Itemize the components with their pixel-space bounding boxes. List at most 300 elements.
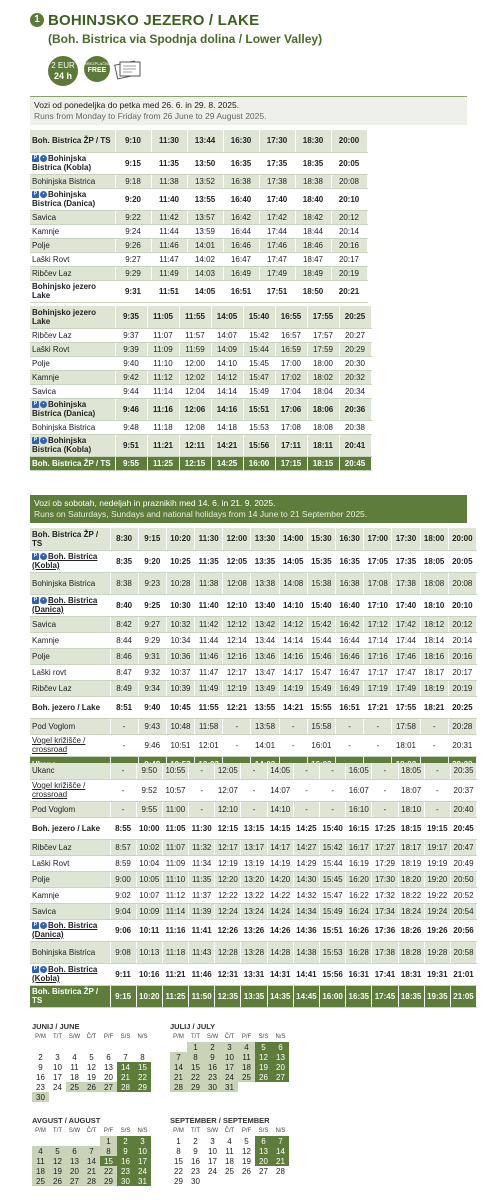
departure-time: 20:41 [339,434,371,456]
calendar-day: 7 [123,1052,128,1062]
stop-name [30,550,110,572]
calendar-day: 6 [272,1042,289,1052]
departure-time: 21:01 [450,963,476,985]
calendar-day: 18 [32,1166,49,1176]
table-row [30,328,371,342]
departure-time: 11:50 [189,985,215,1007]
calendar-day: 8 [140,1052,145,1062]
departure-time: 16:35 [346,985,372,1007]
departure-time: 11:30 [151,130,187,152]
departure-time: 11:00 [162,801,188,817]
departure-time: 18:44 [295,224,331,238]
stop-label: Savica [32,212,57,222]
stop-name [30,384,115,398]
stop-name [30,152,115,174]
departure-time: 14:29 [293,855,319,871]
calendar-day: 2 [193,1136,198,1146]
calendar-week-row [32,1092,151,1102]
departure-time: 13:55 [251,696,279,718]
departure-time: 20:25 [339,306,371,328]
departure-time: 16:17 [346,839,372,855]
bus-icon: ▪ [40,155,47,162]
calendar-day: 19 [255,1062,272,1072]
departure-time: 17:40 [392,594,420,616]
stop-label: Boh. Bistrica ŽP / TS [32,458,111,468]
calendar-day: 10 [221,1052,238,1062]
departure-time: 14:19 [267,855,293,871]
departure-time: 11:25 [162,985,188,1007]
parking-icon: P [33,401,38,408]
departure-time: 12:22 [215,887,241,903]
departure-time: 20:14 [448,632,476,648]
departure-time: 12:08 [179,420,211,434]
calendar-day: 20 [66,1166,83,1176]
departure-time: 17:14 [364,632,392,648]
table-row [30,280,367,302]
calendar-day-header: S/S [120,1128,131,1134]
departure-time: 11:16 [162,919,188,941]
stop-name [30,188,115,210]
calendar-day: 23 [36,1082,45,1092]
departure-time: 20:29 [339,342,371,356]
departure-time: 20:58 [450,941,476,963]
departure-time: 13:47 [251,664,279,680]
departure-time: 12:05 [215,763,241,779]
departure-time: 20:00 [448,528,476,550]
stop-label: Boh. Bistrica ŽP / TS [32,987,99,1005]
calendar-day [221,1176,238,1186]
departure-time: 11:49 [195,680,223,696]
calendar-day: 26 [83,1082,100,1092]
departure-time: 10:07 [136,887,162,903]
departure-time: 15:56 [243,434,275,456]
calendar-day: 24 [134,1166,151,1176]
calendar-day: 3 [221,1042,238,1052]
table-row [30,306,371,328]
departure-time: 16:59 [275,342,307,356]
departure-time: 18:16 [420,648,448,664]
table-row [30,456,371,470]
stop-name [30,985,110,1007]
stop-label: Bohinjska Bistrica [32,176,96,186]
departure-time: 10:34 [166,632,194,648]
departure-time: 15:56 [320,963,346,985]
departure-time: 11:42 [151,210,187,224]
calendar-day: 5 [49,1146,66,1156]
calendar-day: 21 [117,1072,134,1082]
departure-time: 11:57 [179,328,211,342]
calendar-week-row [32,1176,151,1186]
calendar-day: 19 [87,1072,96,1082]
stop-name [30,252,115,266]
table-row [30,963,477,985]
departure-time: 9:15 [110,985,136,1007]
departure-time: - [241,801,267,817]
departure-time: 8:42 [110,616,138,632]
parking-icon: P [33,597,38,604]
departure-time: 16:20 [346,871,372,887]
departure-time: 9:25 [138,594,166,616]
departure-time: 20:19 [448,680,476,696]
departure-time: 16:35 [223,152,259,174]
departure-time: 17:55 [392,696,420,718]
calendar-day: 21 [170,1072,187,1082]
departure-time: 11:42 [195,616,223,632]
departure-time: 8:30 [110,528,138,550]
calendar-day [117,1042,134,1052]
calendar-header-row [170,1126,289,1136]
departure-time: 11:21 [147,434,179,456]
departure-time: 20:19 [331,266,367,280]
calendar-day: 1 [100,1136,117,1146]
departure-time: 20:17 [448,664,476,680]
calendar-day-header: Č/T [86,1034,97,1040]
calendar-day: 28 [83,1176,100,1186]
calendar-day: 1 [176,1136,181,1146]
table-row [30,616,476,632]
calendar-grid [170,1126,289,1186]
stop-name [30,528,110,550]
departure-time: - [241,763,267,779]
calendar-day: 13 [104,1062,113,1072]
departure-time: 17:44 [392,632,420,648]
calendar-day: 30 [117,1176,134,1186]
departure-time: - [424,779,450,801]
departure-time: 14:16 [211,398,243,420]
departure-time: 17:42 [259,210,295,224]
departure-time: 9:55 [115,456,147,470]
departure-time: 20:14 [331,224,367,238]
departure-time: 20:45 [450,817,476,839]
calendar-day: 5 [244,1136,249,1146]
departure-time: 20:27 [339,328,371,342]
departure-time: 9:46 [138,734,166,756]
departure-time: 14:08 [279,572,307,594]
departure-time: 11:43 [189,941,215,963]
departure-time: 17:16 [364,648,392,664]
table-row [30,871,477,887]
departure-time: 20:34 [339,384,371,398]
stop-label: Ribčev Laz [32,842,72,852]
departure-time: 16:15 [346,817,372,839]
table-row [30,680,476,696]
table-row [30,384,371,398]
calendar-day: 6 [106,1052,111,1062]
calendar-day: 11 [70,1062,79,1072]
calendar-day: 17 [53,1072,62,1082]
departure-time: 18:19 [398,855,424,871]
departure-time: 20:16 [448,648,476,664]
departure-time: 20:21 [331,280,367,302]
departure-time: 18:10 [420,594,448,616]
calendar-day: 23 [204,1072,221,1082]
stop-label: Laški Rovt [32,344,70,354]
departure-time: 13:50 [187,152,223,174]
departure-time: - [424,801,450,817]
departure-time: 9:52 [136,779,162,801]
departure-time: 11:09 [162,855,188,871]
bus-icon: ▪ [40,966,47,973]
calendar-day: 19 [49,1166,66,1176]
calendar-day-header: N/S [137,1034,148,1040]
departure-time: 14:15 [267,817,293,839]
departure-time: 19:26 [424,919,450,941]
stop-name [30,456,115,470]
departure-time: 15:47 [320,887,346,903]
departure-time: 16:24 [346,903,372,919]
calendar-day: 13 [255,1146,272,1156]
departure-time: 9:24 [115,224,151,238]
departure-time: - [110,718,138,734]
calendar-day-header: Č/T [224,1128,235,1134]
table-row [30,210,367,224]
departure-time: 18:00 [307,356,339,370]
table-row [30,356,371,370]
calendar-day [170,1042,187,1052]
stop-label: Bohinjska Bistrica (Danica) [32,190,96,208]
departure-time: 20:52 [450,887,476,903]
departure-time: 14:01 [251,734,279,756]
departure-time: 16:46 [336,648,364,664]
stop-label: Boh. Bistrica (Kobla) [32,965,98,983]
departure-time: 14:25 [211,456,243,470]
stop-label: Ukanc [32,766,55,776]
calendar-day: 20 [255,1156,272,1166]
bus-icon: ▪ [40,437,47,444]
calendar-day: 18 [238,1062,255,1072]
departure-time: 9:35 [115,306,147,328]
departure-time: 18:08 [307,420,339,434]
departure-time: 14:17 [279,664,307,680]
departure-time: 16:51 [223,280,259,302]
departure-time: 13:30 [251,528,279,550]
stop-name [30,871,110,887]
calendar-day [49,1092,66,1102]
departure-time: 17:06 [275,398,307,420]
departure-time: - [372,801,398,817]
departure-time: - [420,718,448,734]
departure-time: 16:42 [223,210,259,224]
bus-icon: ▪ [40,597,47,604]
departure-time: - [279,734,307,756]
departure-time: 11:38 [195,572,223,594]
stop-name [30,434,115,456]
calendar-day: 10 [208,1146,217,1156]
departure-time: 18:06 [307,398,339,420]
departure-time: 11:21 [162,963,188,985]
departure-time: 14:12 [279,616,307,632]
departure-time: 11:44 [195,632,223,648]
calendar-day-header: P/F [103,1034,114,1040]
departure-time: 15:45 [320,871,346,887]
departure-time: 13:15 [241,817,267,839]
departure-time: 10:36 [166,648,194,664]
departure-time: 9:27 [115,252,151,266]
departure-time: 16:55 [275,306,307,328]
stop-label: Savica [32,386,57,396]
calendar-day: 12 [49,1156,66,1166]
calendar-day [255,1176,272,1186]
departure-time: 18:05 [398,763,424,779]
departure-time: 10:45 [166,696,194,718]
departure-time: 11:16 [147,398,179,420]
departure-time: 9:34 [138,680,166,696]
calendar-day: 11 [238,1052,255,1062]
calendar-title: JULIJ / JULY [170,1022,216,1031]
calendar-day: 27 [66,1176,83,1186]
stop-label: Bohinjska Bistrica (Kobla) [32,436,92,454]
weekday-note [30,96,467,125]
stop-label: Boh. Bistrica (Danica) [32,596,98,614]
departure-time: 8:59 [110,855,136,871]
departure-time: 12:08 [223,572,251,594]
departure-time: 16:57 [275,328,307,342]
calendar-day: 31 [134,1176,151,1186]
departure-time: - [320,801,346,817]
departure-time: 10:57 [162,779,188,801]
departure-time: 12:20 [215,871,241,887]
departure-time: 13:26 [241,919,267,941]
departure-time: - [320,779,346,801]
weekday-note-sl: Vozi od ponedeljka do petka med 26. 6. in 29. 8. 2025. [34,100,240,110]
calendar-day: 19 [242,1156,251,1166]
departure-time: 18:38 [295,174,331,188]
stop-label: Polje [32,358,50,368]
departure-time: 12:15 [215,817,241,839]
calendar-day-header: S/W [68,1034,81,1040]
table-row [30,985,477,1007]
stop-label: Boh. jezero / Lake [32,823,101,833]
calendar-week-row [170,1082,289,1092]
calendar-day-header: P/F [103,1128,114,1134]
calendar-day: 29 [134,1082,151,1092]
departure-time: 10:48 [166,718,194,734]
calendar-day: 26 [242,1166,251,1176]
calendar-day: 27 [100,1082,117,1092]
departure-time: 16:31 [346,963,372,985]
calendar-day: 29 [174,1176,183,1186]
departure-time: 9:32 [138,664,166,680]
departure-time: 16:40 [223,188,259,210]
calendar-day: 5 [255,1042,272,1052]
departure-time: 13:44 [251,632,279,648]
departure-time: 11:07 [147,328,179,342]
departure-time: 8:55 [110,817,136,839]
calendar-day: 28 [170,1082,187,1092]
departure-time: 16:30 [223,130,259,152]
calendar-week-row [170,1176,289,1186]
calendar-day-header: P/F [241,1128,252,1134]
departure-time: 12:16 [223,648,251,664]
calendar-july [170,1022,289,1092]
stop-name [30,328,115,342]
calendar-day-header: S/S [258,1128,269,1134]
departure-time: 11:05 [147,306,179,328]
weekend-inbound-table [30,763,477,1008]
table-row [30,763,477,779]
departure-time: 17:05 [364,550,392,572]
departure-time: 11:18 [162,941,188,963]
departure-time: 18:08 [420,572,448,594]
calendar-day: 16 [204,1062,221,1072]
departure-time: 11:51 [151,280,187,302]
departure-time: 17:34 [372,903,398,919]
calendar-day [134,1092,151,1102]
calendar-day [49,1042,66,1052]
stop-label: Bohinjsko jezero Lake [32,282,97,300]
departure-time: 17:27 [372,839,398,855]
departure-time: 16:00 [320,985,346,1007]
departure-time: 12:12 [223,616,251,632]
departure-time: 15:45 [243,356,275,370]
departure-time: 9:39 [115,342,147,356]
departure-time: 12:00 [179,356,211,370]
departure-time: 17:46 [259,238,295,252]
departure-time: 14:09 [211,342,243,356]
price-amount: 2 EUR [51,61,75,70]
departure-time: 11:47 [151,252,187,266]
departure-time: 11:35 [189,871,215,887]
departure-time: 16:47 [336,664,364,680]
calendar-week-row [32,1052,151,1062]
departure-time: 15:40 [243,306,275,328]
calendar-day: 2 [38,1052,43,1062]
calendar-day: 9 [204,1052,221,1062]
departure-time: 17:51 [259,280,295,302]
calendar-day: 30 [32,1092,49,1102]
departure-time: 10:00 [136,817,162,839]
departure-time: 14:05 [267,763,293,779]
table-row [30,632,476,648]
stop-name [30,632,110,648]
departure-time: - [336,734,364,756]
departure-time: 11:59 [179,342,211,356]
calendar-day [83,1136,100,1146]
departure-time: 17:30 [392,528,420,550]
departure-time: - [420,734,448,756]
departure-time: 14:02 [187,252,223,266]
calendar-day: 22 [134,1072,151,1082]
departure-time: 9:31 [115,280,151,302]
departure-time: - [364,718,392,734]
stop-label: Polje [32,240,50,250]
calendar-day: 7 [272,1136,289,1146]
departure-time: 20:10 [331,188,367,210]
departure-time: 12:28 [215,941,241,963]
departure-time: 18:04 [307,384,339,398]
stop-label: Bohinjska Bistrica (Kobla) [32,154,92,172]
stop-label: Bohinjska Bistrica [32,947,96,957]
calendar-day: 2 [117,1136,134,1146]
departure-time: 10:55 [162,763,188,779]
departure-time: 11:35 [195,550,223,572]
departure-time: 10:32 [166,616,194,632]
departure-time: 16:07 [346,779,372,801]
departure-time: 20:10 [448,594,476,616]
calendar-title: AVGUST / AUGUST [32,1116,101,1125]
departure-time: 14:36 [293,919,319,941]
departure-time: 18:10 [398,801,424,817]
departure-time: 16:47 [223,252,259,266]
departure-time: - [110,779,136,801]
stop-name [30,238,115,252]
calendar-day [100,1092,117,1102]
calendar-week-row [32,1136,151,1146]
stop-name [30,855,110,871]
table-row [30,130,367,152]
stop-name [30,398,115,420]
departure-time: 13:20 [241,871,267,887]
